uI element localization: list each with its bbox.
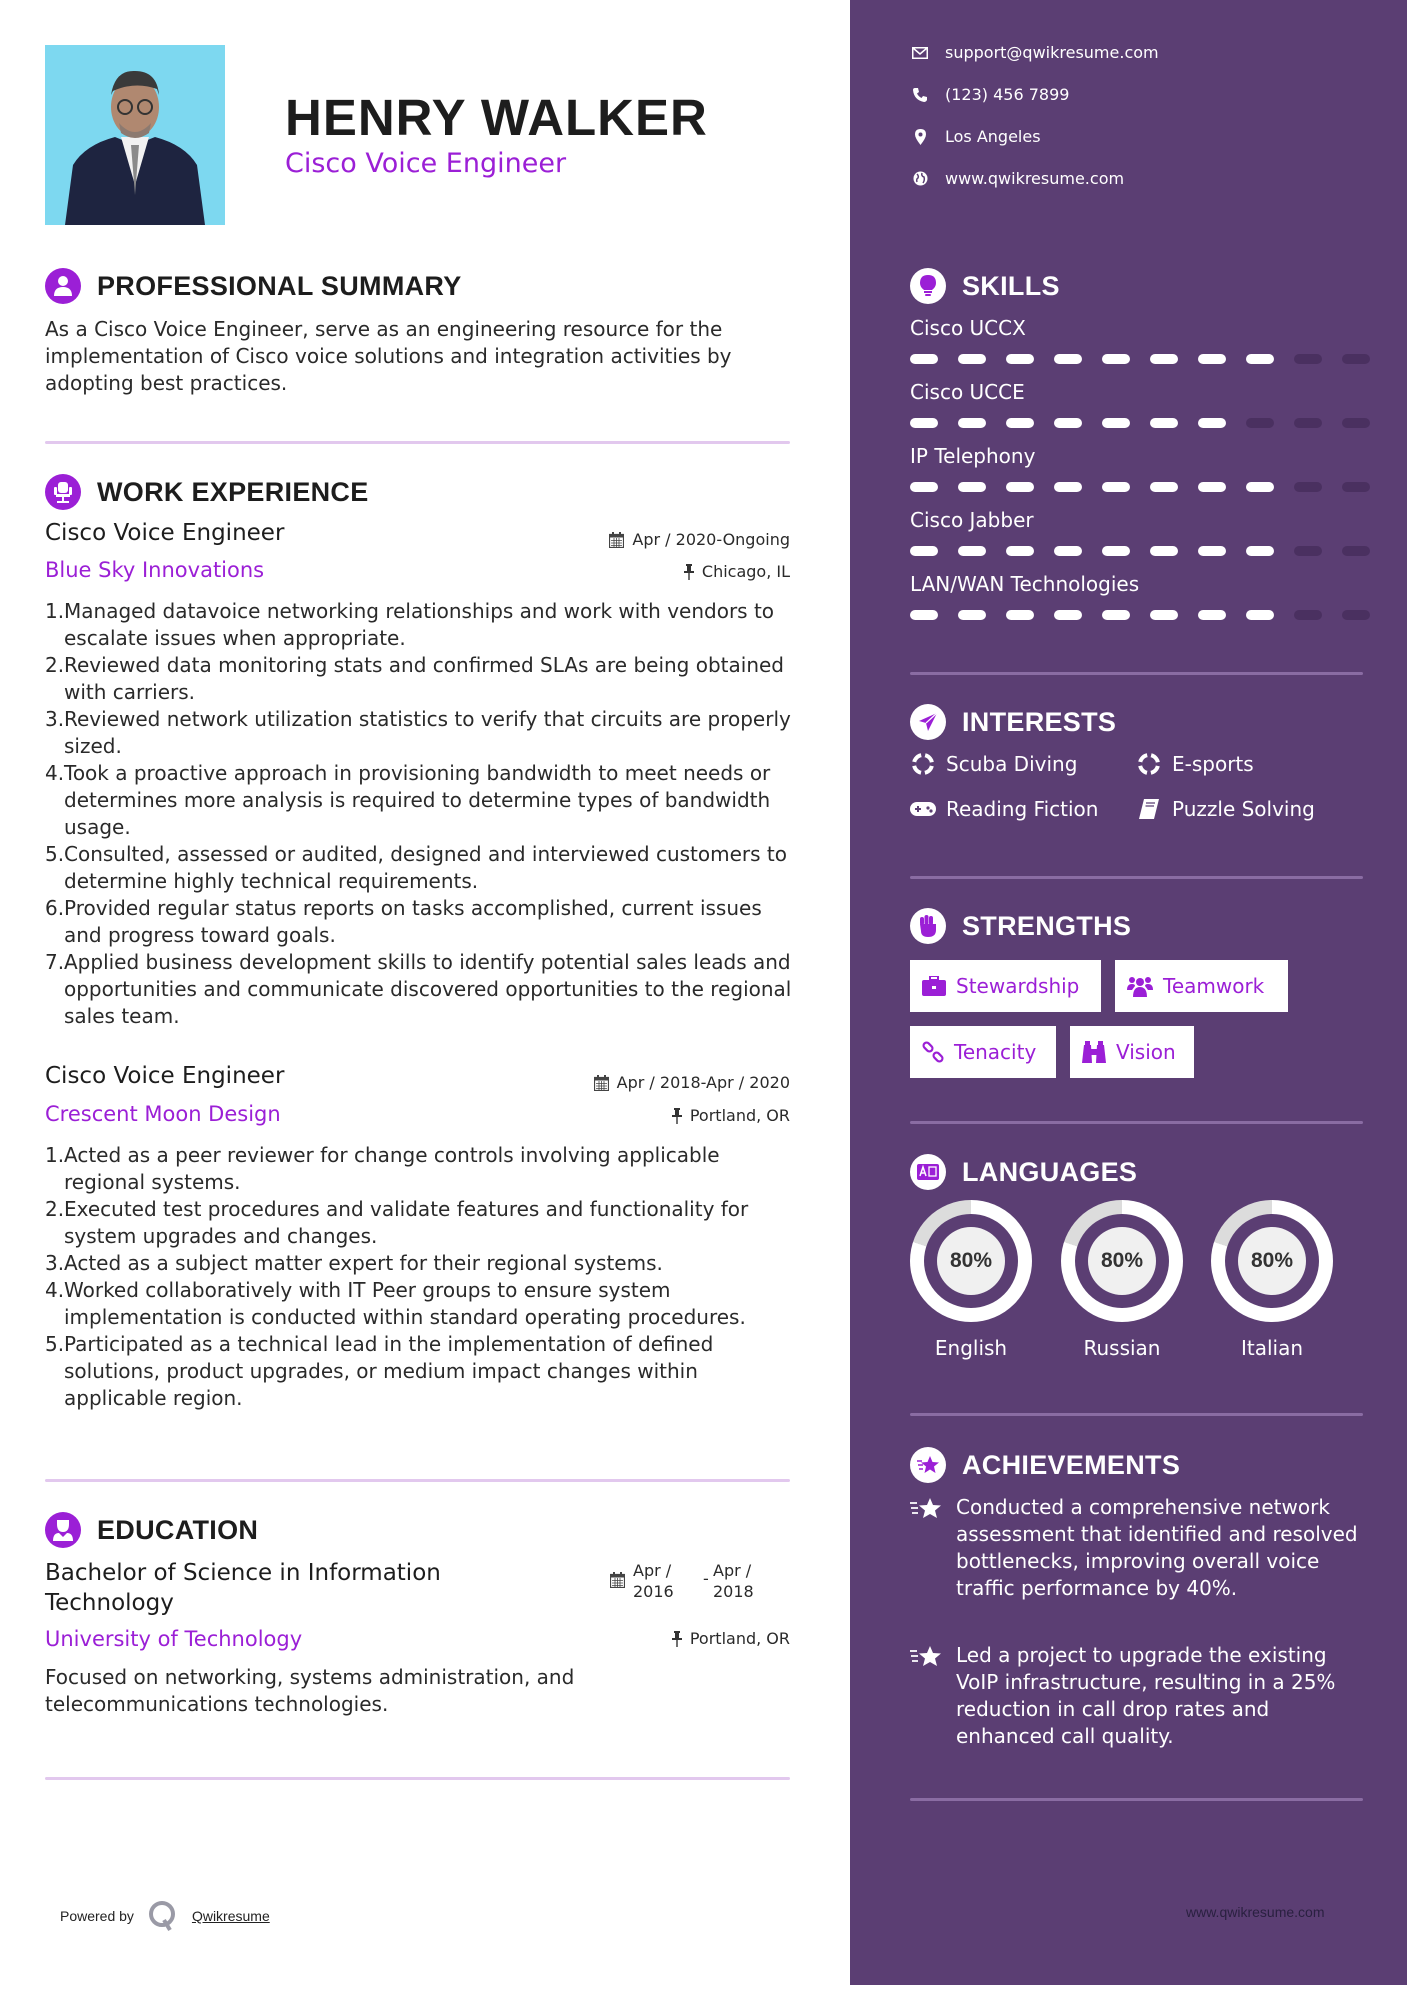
- profile-photo: [45, 45, 225, 225]
- list-item: 5. Consulted, assessed or audited, designed and interviewed customers to determine highly technical requirements.: [45, 842, 787, 893]
- qwikresume-link[interactable]: Qwikresume: [191, 1908, 270, 1924]
- skill-level-segment: [1054, 610, 1082, 620]
- skill-level-segment: [1006, 354, 1034, 364]
- language-percent: 80%: [1088, 1227, 1156, 1295]
- job-dates: [594, 1073, 790, 1092]
- skill-level-segment: [1006, 546, 1034, 556]
- skill-level-segment: [1102, 546, 1130, 556]
- skill-level-segment: [1294, 610, 1322, 620]
- skill-level-segment: [1342, 418, 1370, 428]
- skill-level-segment: [1198, 610, 1226, 620]
- contact-website[interactable]: [910, 169, 1124, 188]
- pushpin-icon: [672, 1631, 682, 1647]
- strength-tag: Vision: [1070, 1026, 1194, 1078]
- skill-level-bar: [910, 610, 1370, 620]
- skill-level-segment: [1054, 418, 1082, 428]
- shooting-star-icon: [910, 1494, 956, 1602]
- job-dates-text: Apr / 2018-Apr / 2020: [616, 1073, 790, 1092]
- skill-level-segment: [1294, 418, 1322, 428]
- job-location-text: Portland, OR: [689, 1106, 790, 1125]
- job-location: [672, 1106, 790, 1125]
- graduate-icon: [45, 1512, 81, 1548]
- email-text: support@qwikresume.com: [945, 43, 1159, 62]
- skill-level-segment: [1006, 610, 1034, 620]
- briefcase-icon: [922, 976, 946, 996]
- skill-name: IP Telephony: [910, 444, 1036, 468]
- job-dates: [609, 530, 790, 549]
- language-percent: 80%: [937, 1227, 1005, 1295]
- skill-level-segment: [958, 610, 986, 620]
- skill-level-segment: [1198, 354, 1226, 364]
- skill-level-segment: [1246, 610, 1274, 620]
- skill-level-segment: [1054, 482, 1082, 492]
- skill-level-segment: [1054, 354, 1082, 364]
- degree-title: Bachelor of Science in Information Technology: [45, 1560, 441, 1616]
- lightbulb-icon: [910, 268, 946, 304]
- achievements-title: ACHIEVEMENTS: [962, 1449, 1181, 1480]
- skill-level-segment: [1294, 354, 1322, 364]
- language-percent: 80%: [1238, 1227, 1306, 1295]
- achievements-heading: [910, 1447, 1180, 1483]
- map-marker-icon: [910, 129, 930, 145]
- skill-level-segment: [910, 418, 938, 428]
- interest-item: Scuba Diving: [910, 752, 1077, 776]
- contact-email[interactable]: [910, 43, 1159, 62]
- company-name: Blue Sky Innovations: [45, 558, 265, 582]
- users-icon: [1127, 975, 1153, 997]
- list-item: 6. Provided regular status reports on tasks accomplished, current issues and progress toward goals.: [45, 896, 762, 947]
- languages-heading: [910, 1154, 1137, 1190]
- person-portrait-icon: [45, 45, 225, 225]
- skill-level-segment: [1006, 482, 1034, 492]
- section-divider: [910, 1121, 1363, 1124]
- skill-level-segment: [1342, 610, 1370, 620]
- skills-title: SKILLS: [962, 270, 1060, 301]
- contact-location: [910, 127, 1041, 146]
- calendar-icon: [610, 1572, 625, 1588]
- skills-heading: [910, 268, 1060, 304]
- skill-level-segment: [1198, 546, 1226, 556]
- skill-level-segment: [1150, 354, 1178, 364]
- strength-tag: Stewardship: [910, 960, 1101, 1012]
- interests-title: INTERESTS: [962, 706, 1117, 737]
- skill-level-segment: [910, 546, 938, 556]
- list-item: 1. Managed datavoice networking relationships and work with vendors to escalate issues when appropriate.: [45, 599, 775, 650]
- section-divider: [45, 1479, 790, 1482]
- education-title: EDUCATION: [97, 1514, 259, 1545]
- skill-level-segment: [1294, 482, 1322, 492]
- powered-by: [60, 1900, 270, 1932]
- interest-item: E-sports: [1136, 752, 1254, 776]
- education-heading: [45, 1512, 258, 1548]
- language-name: Italian: [1240, 1336, 1304, 1360]
- summary-heading: [45, 268, 462, 304]
- language-progress-ring: [910, 1200, 1032, 1322]
- skill-level-segment: [958, 354, 986, 364]
- skill-level-bar: [910, 482, 1370, 492]
- language-name: Russian: [1083, 1336, 1161, 1360]
- job-title: Cisco Voice Engineer: [45, 520, 285, 546]
- strength-tag: Tenacity: [910, 1026, 1056, 1078]
- section-divider: [45, 441, 790, 444]
- list-item: 3. Reviewed network utilization statistics to verify that circuits are properly sized.: [45, 707, 791, 758]
- skill-level-segment: [1102, 354, 1130, 364]
- book-icon: [1136, 799, 1162, 819]
- skill-level-segment: [958, 546, 986, 556]
- section-divider: [45, 1777, 790, 1780]
- section-divider: [910, 1798, 1363, 1801]
- language-progress-ring: [1061, 1200, 1183, 1322]
- summary-title: PROFESSIONAL SUMMARY: [97, 270, 462, 301]
- qwikresume-logo-icon: [148, 1900, 178, 1932]
- shooting-star-icon: [910, 1642, 956, 1750]
- interest-item: Reading Fiction: [910, 797, 1098, 821]
- company-name: Crescent Moon Design: [45, 1102, 281, 1126]
- gamepad-icon: [910, 802, 936, 816]
- skill-level-segment: [958, 418, 986, 428]
- link-icon: [922, 1041, 944, 1063]
- job-dates-text: Apr / 2020-Ongoing: [632, 530, 790, 549]
- skill-level-segment: [1246, 482, 1274, 492]
- skill-level-segment: [910, 610, 938, 620]
- skill-name: Cisco Jabber: [910, 508, 1034, 532]
- skill-level-segment: [1102, 482, 1130, 492]
- skill-level-segment: [910, 482, 938, 492]
- pushpin-icon: [684, 564, 694, 580]
- job-title: Cisco Voice Engineer: [45, 1063, 285, 1089]
- website-text: www.qwikresume.com: [945, 169, 1125, 188]
- skill-level-segment: [1342, 482, 1370, 492]
- life-ring-icon: [1136, 753, 1162, 775]
- skill-name: Cisco UCCE: [910, 380, 1025, 404]
- skill-name: LAN/WAN Technologies: [910, 572, 1140, 596]
- skill-level-bar: [910, 546, 1370, 556]
- user-icon: [45, 268, 81, 304]
- footer-website-link[interactable]: www.qwikresume.com: [1186, 1904, 1325, 1920]
- binoculars-icon: [1082, 1041, 1106, 1063]
- list-item: 2. Executed test procedures and validate features and functionality for system upgrades and changes.: [45, 1197, 749, 1248]
- language-item: [1061, 1200, 1183, 1360]
- skill-level-bar: [910, 418, 1370, 428]
- education-location: [672, 1629, 790, 1648]
- skill-level-segment: [1246, 418, 1274, 428]
- language-progress-ring: [1211, 1200, 1333, 1322]
- list-item: 1. Acted as a peer reviewer for change controls involving applicable regional systems.: [45, 1143, 720, 1194]
- list-item: 3. Acted as a subject matter expert for their regional systems.: [45, 1251, 663, 1275]
- education-dates: [610, 1560, 783, 1602]
- list-item: 4. Worked collaboratively with IT Peer groups to ensure system implementation is conducted within standard operating procedures.: [45, 1278, 746, 1329]
- achievement-item: Led a project to upgrade the existing VoIP infrastructure, resulting in a 25% reduction in call drop rates and enhanced call quality.: [910, 1642, 1370, 1750]
- list-item: 7. Applied business development skills to identify potential sales leads and opportunities and communicate discovered opportunities to the regional sales team.: [45, 950, 792, 1028]
- skill-level-segment: [1150, 546, 1178, 556]
- experience-heading: [45, 474, 369, 510]
- skill-level-bar: [910, 354, 1370, 364]
- skill-level-segment: [1150, 610, 1178, 620]
- section-divider: [910, 672, 1363, 675]
- language-icon: [910, 1154, 946, 1190]
- paper-plane-icon: [910, 704, 946, 740]
- skill-level-segment: [1294, 546, 1322, 556]
- strengths-heading: [910, 908, 1131, 944]
- interest-item: Puzzle Solving: [1136, 797, 1315, 821]
- summary-text: As a Cisco Voice Engineer, serve as an engineering resource for the implementation of Cisco voice solutions and integration activities by adopting best practices.: [45, 317, 732, 395]
- list-item: 4. Took a proactive approach in provisioning bandwidth to meet needs or determines more analysis is required to determine types of bandwidth usage.: [45, 761, 771, 839]
- fist-icon: [910, 908, 946, 944]
- skill-level-segment: [958, 482, 986, 492]
- skill-level-segment: [1198, 418, 1226, 428]
- phone-icon: [910, 88, 930, 102]
- contact-phone[interactable]: [910, 85, 1069, 104]
- strength-tag: Teamwork: [1115, 960, 1288, 1012]
- strengths-title: STRENGTHS: [962, 910, 1132, 941]
- skill-level-segment: [1102, 610, 1130, 620]
- education-end: Apr / 2018: [713, 1561, 754, 1601]
- section-divider: [910, 1413, 1363, 1416]
- job-responsibilities: [45, 1142, 797, 1412]
- achievement-item: Conducted a comprehensive network assessment that identified and resolved bottlenecks, improving overall voice traffic performance by 40%.: [910, 1494, 1370, 1602]
- powered-by-label: Powered by: [60, 1908, 134, 1924]
- list-item: 2. Reviewed data monitoring stats and confirmed SLAs are being obtained with carriers.: [45, 653, 784, 704]
- skill-level-segment: [1150, 418, 1178, 428]
- list-item: 5. Participated as a technical lead in the implementation of defined solutions, product upgrades, or medium impact changes within applicable region.: [45, 1332, 714, 1410]
- envelope-icon: [910, 47, 930, 59]
- location-text: Los Angeles: [945, 127, 1041, 146]
- education-location-text: Portland, OR: [689, 1629, 790, 1648]
- skill-level-segment: [1006, 418, 1034, 428]
- languages-title: LANGUAGES: [962, 1156, 1138, 1187]
- globe-icon: [910, 171, 930, 186]
- skill-level-segment: [1054, 546, 1082, 556]
- skill-level-segment: [1342, 354, 1370, 364]
- section-divider: [910, 876, 1363, 879]
- education-description: Focused on networking, systems administration, and telecommunications technologies.: [45, 1665, 575, 1716]
- education-start: Apr / 2016: [633, 1561, 674, 1601]
- office-chair-icon: [45, 474, 81, 510]
- job-responsibilities: [45, 598, 797, 1030]
- date-separator: -: [703, 1569, 709, 1588]
- calendar-icon: [609, 532, 624, 548]
- language-item: [1211, 1200, 1333, 1360]
- skill-level-segment: [1150, 482, 1178, 492]
- job-location: [684, 562, 790, 581]
- skill-level-segment: [1198, 482, 1226, 492]
- phone-text: (123) 456 7899: [945, 85, 1070, 104]
- experience-title: WORK EXPERIENCE: [97, 476, 369, 507]
- shooting-star-icon: [910, 1447, 946, 1483]
- candidate-name: HENRY WALKER: [285, 89, 708, 146]
- calendar-icon: [594, 1075, 609, 1091]
- language-name: English: [934, 1336, 1008, 1360]
- language-item: [910, 1200, 1032, 1360]
- skill-level-segment: [1342, 546, 1370, 556]
- interests-heading: [910, 704, 1116, 740]
- skill-level-segment: [1246, 546, 1274, 556]
- skill-name: Cisco UCCX: [910, 316, 1026, 340]
- skill-level-segment: [1102, 418, 1130, 428]
- skill-level-segment: [910, 354, 938, 364]
- candidate-title: Cisco Voice Engineer: [285, 148, 567, 179]
- life-ring-icon: [910, 753, 936, 775]
- job-location-text: Chicago, IL: [701, 562, 790, 581]
- pushpin-icon: [672, 1108, 682, 1124]
- school-name: University of Technology: [45, 1627, 303, 1651]
- skill-level-segment: [1246, 354, 1274, 364]
